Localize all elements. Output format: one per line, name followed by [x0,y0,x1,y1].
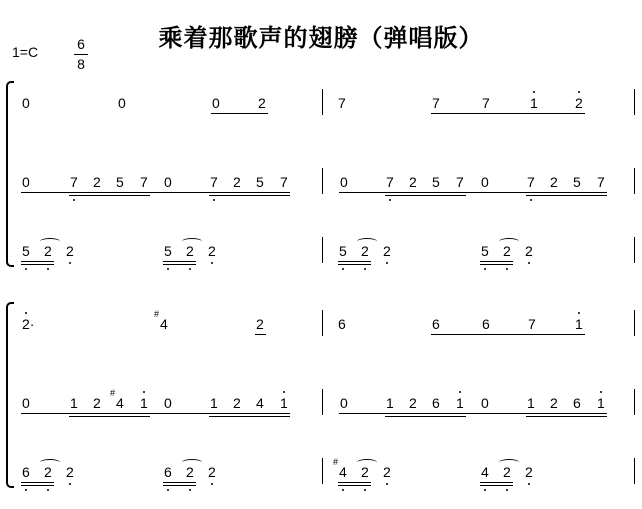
duration-line [163,413,211,414]
duration-line [385,416,410,417]
tie [182,238,202,245]
note: 4 [481,464,489,480]
duration-line [163,485,187,486]
note: 7 [528,316,536,332]
duration-line [431,334,483,335]
note: 7 [338,95,346,111]
note: 1 [386,395,394,411]
note: 6 [22,464,30,480]
note: 0 [481,395,489,411]
duration-line [596,192,607,193]
note: 2 [383,464,391,480]
barline [322,389,323,415]
octave-dot-low [364,489,366,491]
duration-line [408,192,433,193]
octave-dot-low [69,483,71,485]
note: 4 [160,316,168,332]
octave-dot-low [530,199,532,201]
duration-line [529,113,576,114]
note: 1 [140,395,148,411]
duration-line [431,195,457,196]
note: 6 [573,395,581,411]
duration-line [115,195,141,196]
duration-line [408,416,433,417]
duration-line [279,192,290,193]
octave-dot-high [533,91,535,93]
duration-line [232,416,257,417]
octave-dot-low [389,199,391,201]
duration-line [431,113,483,114]
note: 0 [340,174,348,190]
duration-line [526,413,551,414]
duration-line [572,416,598,417]
note: 7 [280,174,288,190]
duration-line [481,113,531,114]
tie [40,238,60,245]
octave-dot-low [506,489,508,491]
note: 2 [93,395,101,411]
duration-line [21,192,71,193]
note: 2 [44,243,52,259]
barline-end [634,310,635,336]
note: 2 [186,243,194,259]
octave-dot-high [143,391,145,393]
duration-line [549,195,574,196]
duration-line [481,334,529,335]
note: 2 [575,95,583,111]
duration-line [92,416,117,417]
duration-line [139,192,165,193]
duration-line [502,261,513,262]
duration-line [526,192,551,193]
octave-dot-low [189,489,191,491]
note: 5 [256,174,264,190]
note: 2 [208,464,216,480]
note: 2 [409,395,417,411]
note: 1 [527,395,535,411]
duration-line [209,416,234,417]
tie [357,459,377,466]
duration-line [21,264,45,265]
duration-line [431,413,457,414]
duration-line [455,416,466,417]
octave-dot-low [189,268,191,270]
duration-line [69,416,94,417]
octave-dot-low [386,262,388,264]
note: 2 [525,464,533,480]
duration-line [255,416,281,417]
note: 5 [481,243,489,259]
octave-dot-low [73,199,75,201]
note: 0 [22,95,30,111]
duration-line [549,413,574,414]
duration-line [408,413,433,414]
duration-line [338,264,362,265]
note: 4 [339,464,347,480]
duration-line [527,334,576,335]
duration-line [232,195,257,196]
duration-line [360,264,371,265]
duration-line [209,413,234,414]
duration-line [257,113,268,114]
duration-line [211,113,259,114]
note: 1 [210,395,218,411]
duration-line [209,192,234,193]
note: 0 [118,95,126,111]
note: 0 [22,395,30,411]
note: 6 [432,395,440,411]
note: 7 [482,95,490,111]
barline [322,89,323,115]
duration-line [185,261,196,262]
note: 7 [456,174,464,190]
note: 7 [386,174,394,190]
duration-line [43,485,54,486]
duration-line [338,482,362,483]
note: 5 [116,174,124,190]
duration-line [502,264,513,265]
note: 5 [573,174,581,190]
note: 2 [409,174,417,190]
note: 2 [93,174,101,190]
duration-line [596,416,607,417]
sharp-sign: # [154,309,160,319]
note: 2 [550,174,558,190]
note: 1 [70,395,78,411]
duration-line [338,261,362,262]
duration-line [21,261,45,262]
duration-line [480,192,528,193]
duration-line [360,485,371,486]
barline-end [634,389,635,415]
barline [322,458,323,484]
note: 5 [432,174,440,190]
duration-line [21,482,45,483]
duration-line [115,192,141,193]
duration-line [139,195,150,196]
time-signature-bottom: 8 [77,56,85,72]
duration-line [279,195,290,196]
octave-dot-low [47,268,49,270]
note: 2 [256,316,264,332]
duration-line [480,264,504,265]
duration-line [385,192,410,193]
duration-line [360,482,371,483]
duration-line [549,192,574,193]
octave-dot-low [506,268,508,270]
duration-line [526,195,551,196]
duration-line [163,192,211,193]
note: 1 [280,395,288,411]
note: 0 [164,174,172,190]
duration-line [92,195,117,196]
note: 6 [164,464,172,480]
note: 6 [482,316,490,332]
octave-dot-low [386,483,388,485]
duration-line [480,413,528,414]
duration-line [115,416,141,417]
key-signature: 1=C [12,44,39,60]
barline-end [634,168,635,194]
duration-line [572,413,598,414]
note: 4 [116,395,124,411]
note: 2 [233,395,241,411]
duration-line [209,195,234,196]
note: 2 [503,464,511,480]
duration-line [163,482,187,483]
duration-line [185,482,196,483]
note: 2 [208,243,216,259]
octave-dot-low [342,489,344,491]
duration-line [43,482,54,483]
duration-line [339,413,387,414]
duration-line [572,192,598,193]
note: 7 [432,95,440,111]
note: 2 [383,243,391,259]
duration-line [185,485,196,486]
duration-line [92,192,117,193]
octave-dot-high [600,391,602,393]
note: 2 [525,243,533,259]
octave-dot-low [364,268,366,270]
octave-dot-low [167,489,169,491]
duration-line [255,334,266,335]
duration-line [139,416,150,417]
duration-line [339,192,387,193]
barline [322,310,323,336]
note: 0 [481,174,489,190]
note: 7 [70,174,78,190]
tie [40,459,60,466]
duration-line [502,485,513,486]
note: 4 [256,395,264,411]
duration-line [255,413,281,414]
duration-line [92,413,117,414]
octave-dot-low [342,268,344,270]
note: 2 [361,464,369,480]
octave-dot-low [528,483,530,485]
tie [357,238,377,245]
note: 5 [22,243,30,259]
duration-line [69,413,94,414]
note: 7 [210,174,218,190]
duration-line [431,192,457,193]
note: 1 [575,316,583,332]
note: 2 [258,95,266,111]
duration-line [163,261,187,262]
note: 2 [503,243,511,259]
system-brace [6,81,14,267]
duration-line [455,192,482,193]
note: 0 [212,95,220,111]
octave-dot-low [25,489,27,491]
octave-dot-low [213,199,215,201]
note: 7 [140,174,148,190]
note: 0 [340,395,348,411]
duration-line [115,413,141,414]
duration-line [232,192,257,193]
duration-line [279,413,290,414]
duration-line [43,261,54,262]
note: 2 [44,464,52,480]
note: 2 [66,243,74,259]
sharp-sign: # [110,388,116,398]
duration-line [480,482,504,483]
tie [182,459,202,466]
note: 6 [432,316,440,332]
note: 2 [361,243,369,259]
sharp-sign: # [333,457,339,467]
duration-line [69,195,94,196]
duration-line [596,413,607,414]
octave-dot-low [69,262,71,264]
octave-dot-low [528,262,530,264]
note: 2 [550,395,558,411]
note: 2· [22,316,35,332]
note: 6 [338,316,346,332]
duration-line [255,195,281,196]
duration-line [43,264,54,265]
duration-line [232,413,257,414]
barline-end [634,458,635,484]
duration-line [185,264,196,265]
duration-line [385,413,410,414]
octave-dot-high [578,312,580,314]
barline [322,237,323,263]
duration-line [596,195,607,196]
duration-line [408,195,433,196]
duration-line [385,195,410,196]
octave-dot-low [167,268,169,270]
duration-line [21,413,71,414]
duration-line [139,413,165,414]
octave-dot-low [25,268,27,270]
duration-line [279,416,290,417]
duration-line [455,195,466,196]
barline [322,168,323,194]
note: 1 [530,95,538,111]
note: 0 [22,174,30,190]
note: 5 [164,243,172,259]
duration-line [21,485,45,486]
duration-line [502,482,513,483]
duration-line [549,416,574,417]
octave-dot-high [578,91,580,93]
note: 7 [597,174,605,190]
octave-dot-low [484,268,486,270]
duration-line [572,195,598,196]
note: 1 [456,395,464,411]
note: 7 [527,174,535,190]
octave-dot-low [484,489,486,491]
note: 1 [597,395,605,411]
note: 0 [164,395,172,411]
duration-line [163,264,187,265]
octave-dot-high [283,391,285,393]
duration-line [255,192,281,193]
barline-end [634,89,635,115]
tie [499,238,519,245]
duration-line [338,485,362,486]
note: 2 [66,464,74,480]
note: 2 [233,174,241,190]
duration-line [455,413,482,414]
system-brace [6,302,14,488]
time-signature-top: 6 [77,36,85,52]
duration-line [69,192,94,193]
duration-line [526,416,551,417]
octave-dot-high [459,391,461,393]
duration-line [480,261,504,262]
note: 2 [186,464,194,480]
octave-dot-low [211,483,213,485]
octave-dot-high [25,312,27,314]
duration-line [431,416,457,417]
barline-end [634,237,635,263]
duration-line [574,334,585,335]
octave-dot-low [211,262,213,264]
note: 5 [339,243,347,259]
duration-line [574,113,585,114]
tie [499,459,519,466]
score-title: 乘着那歌声的翅膀（弹唱版） [158,23,484,52]
duration-line [480,485,504,486]
octave-dot-low [47,489,49,491]
duration-line [360,261,371,262]
